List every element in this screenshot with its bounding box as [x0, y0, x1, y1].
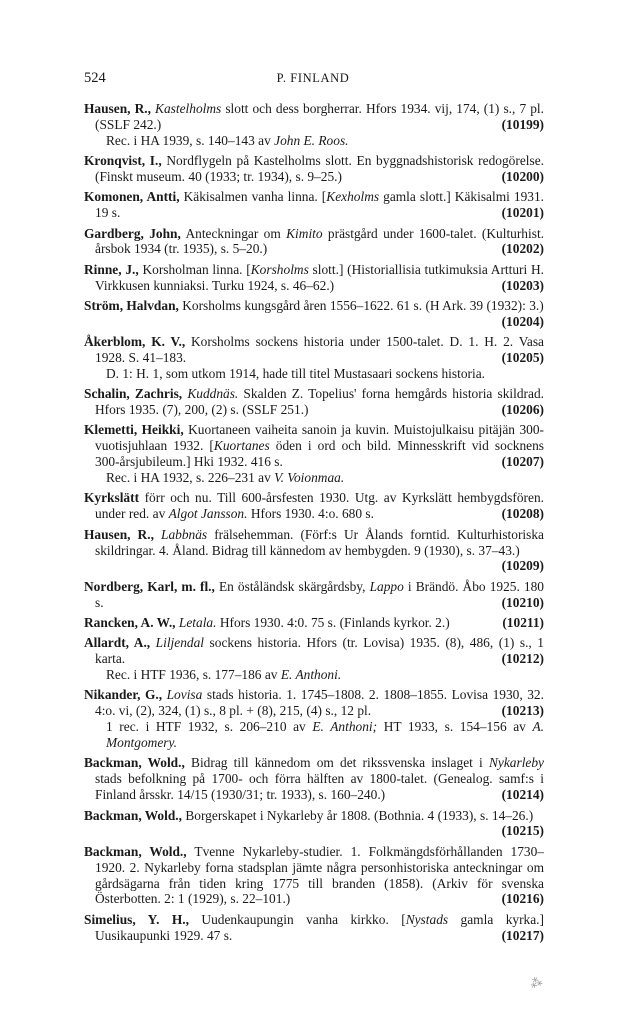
note-text: Rec. i HA 1939, s. 140–143 av: [106, 132, 275, 148]
entry-text: Korsholms kungsgård åren 1556–1622. 61 s. (H Ark. 39 (1932): 3.): [178, 297, 544, 313]
entry-author: Rancken, A. W.,: [84, 614, 176, 630]
bibliography-entry: [84, 262, 544, 294]
entry-text: Tvenne Nykarleby-studier. 1. Folkmängdsförhållanden 1730–1920. 2. Nykarleby forna stadsplan jämte några personhistoriska anteckningar om gårdsägarna från tiden kring 1775 till branden (1858). (Arkiv för svenska Österbotten. 2: 1 (1929), s. 22–101.): [95, 843, 544, 907]
entry-number: (10201): [501, 205, 544, 221]
entry-author: Simelius, Y. H.,: [84, 911, 189, 927]
bibliography-entry: [84, 153, 544, 185]
note-text: HT 1933, s. 154–156 av: [377, 719, 533, 735]
entry-note: [95, 133, 544, 149]
note-reviewer: E. Anthoni;: [312, 719, 378, 735]
entry-author: Kyrkslätt: [84, 490, 140, 506]
entry-author: Hausen, R.,: [84, 526, 154, 542]
entry-italic: Liljendal: [155, 635, 205, 651]
entry-number: (10212): [501, 651, 544, 667]
entry-text: frälsehemman. (Förf:s Ur Ålands forntid. Kulturhistoriska skildringar. 4. Åland. Bidrag till kännedom av hembygden. 9 (1930), s. 37–43.): [95, 526, 544, 558]
entry-text: Käkisalmen vanha linna. [: [179, 189, 327, 205]
entry-text: stads historia. 1. 1745–1808. 2. 1808–1855. Lovisa 1930, 32. 4:o. vi, (2), 324, (1) s., 8 pl. + (8), 215, (4) s., 12 pl.: [95, 687, 544, 719]
entry-italic: Korsholms: [250, 261, 309, 277]
entry-text: Bidrag till kännedom om det rikssvenska inslaget i: [184, 755, 489, 771]
entry-author: Kronqvist, I.,: [84, 153, 162, 169]
entry-note: [95, 719, 544, 751]
page-number: 524: [84, 70, 106, 86]
entry-note: [95, 667, 544, 683]
entry-number: (10205): [501, 350, 544, 366]
bibliography-entry: [84, 687, 544, 751]
entry-italic: Kastelholms: [155, 101, 222, 116]
entry-text: Uudenkaupungin vanha kirkko. [: [188, 911, 406, 927]
entry-italic: Nystads: [405, 911, 449, 927]
bibliography-entry: [84, 527, 544, 575]
entry-author: Klemetti, Heikki,: [84, 422, 184, 438]
entry-number: (10214): [501, 787, 544, 803]
entry-italic: Nykarleby: [488, 755, 544, 771]
bibliography-entry: [84, 579, 544, 611]
entry-number: (10200): [501, 169, 544, 185]
entry-text: gamla kyrka.] Uusikaupunki 1929. 47 s.: [95, 911, 544, 943]
entry-number: (10215): [501, 823, 544, 839]
entry-author: Backman, Wold.,: [84, 755, 185, 771]
entry-italic: Kuddnäs.: [187, 386, 239, 402]
note-reviewer: A. Montgomery.: [106, 719, 545, 751]
entry-number: (10199): [501, 116, 544, 132]
bibliography-entry: [84, 386, 544, 418]
entry-text: En öståländsk skärgårdsby,: [214, 578, 370, 594]
entry-author: Backman, Wold.,: [84, 843, 187, 859]
entry-italic: Letala.: [178, 614, 217, 630]
entry-text: öden i ord och bild. Minnesskrift vid socknens 300-årsjubileum.] Hki 1932. 416 s.: [95, 438, 544, 470]
entry-text: Nordflygeln på Kastelholms slott. En byggnadshistorisk redogörelse. (Finskt museum. 40 (1933; tr. 1934), s. 9–25.): [95, 153, 544, 185]
bibliography-entry: [84, 635, 544, 683]
entry-number: (10208): [501, 506, 544, 522]
entry-number: (10203): [501, 277, 544, 293]
entry-author: Hausen, R.,: [84, 101, 151, 116]
bibliography-entry: [84, 101, 544, 149]
bibliography-entry: [84, 334, 544, 382]
entry-text: sockens historia. Hfors (tr. Lovisa) 1935. (8), 486, (1) s., 1 karta.: [95, 635, 544, 667]
entry-italic: Kuortanes: [213, 438, 270, 454]
entry-italic: Kimito: [286, 225, 323, 241]
entry-text: [154, 527, 161, 542]
entry-italic: Lappo: [369, 578, 404, 594]
bibliography-entry: [84, 298, 544, 330]
entry-author: Åkerblom, K. V.,: [84, 334, 186, 350]
entry-author: Allardt, A.,: [84, 635, 151, 651]
bibliography-entry: [84, 844, 544, 908]
entry-text: Korsholms sockens historia under 1500-talet. D. 1. H. 2. Vasa 1928. S. 41–183.: [95, 334, 544, 366]
entry-text: förr och nu. Till 600-årsfesten 1930. Utg. av Kyrkslätt hembygdsfören. under red. av: [95, 490, 544, 522]
entry-author: Rinne, J.,: [84, 261, 139, 277]
note-text: Rec. i HA 1932, s. 226–231 av: [106, 470, 275, 486]
entry-number: (10216): [501, 891, 544, 907]
entry-text: Skalden Z. Topelius' forna hemgårds historia skildrad. Hfors 1935. (7), 200, (2) s. (SSLF 251.): [95, 386, 544, 418]
bibliography-entry: [84, 226, 544, 258]
bibliography-entry: [84, 490, 544, 522]
entry-text: Kuortaneen vaiheita sanoin ja kuvin. Muistojulkaisu pitäjän 300-vuotisjuhlaan 1932. [: [95, 422, 544, 454]
entry-text: Hfors 1930. 4:0. 75 s. (Finlands kyrkor. 2.): [216, 614, 450, 630]
bibliography-entry: [84, 422, 544, 486]
entry-author: Nikander, G.,: [84, 687, 163, 703]
note-reviewer: V. Voionmaa.: [274, 470, 345, 486]
entry-number: (10210): [501, 594, 544, 610]
entry-author: Komonen, Antti,: [84, 189, 180, 205]
entry-text: slott och dess borgherrar. Hfors 1934. vij, 174, (1) s., 7 pl. (SSLF 242.): [95, 101, 544, 132]
entry-note: D. 1: H. 1, som utkom 1914, hade till titel Mustasaari sockens historia.: [106, 365, 485, 381]
entry-text: prästgård under 1600-talet. (Kulturhist. årsbok 1934 (tr. 1935), s. 5–20.): [95, 225, 545, 257]
entry-number: (10213): [501, 703, 544, 719]
entry-note: [95, 470, 544, 486]
note-reviewer: John E. Roos.: [274, 132, 349, 148]
entry-italic: Lovisa: [166, 687, 203, 703]
page-header: [84, 70, 542, 88]
entry-text: Anteckningar om: [180, 225, 287, 241]
running-head: P. FINLAND: [276, 71, 350, 85]
entry-author: Backman, Wold.,: [84, 807, 182, 823]
bibliography-entry: [84, 615, 544, 631]
bibliography-entry: [84, 189, 544, 221]
entry-author: Ström, Halvdan,: [84, 297, 179, 313]
note-text: Rec. i HTF 1936, s. 177–186 av: [106, 667, 281, 683]
entry-number: (10211): [502, 614, 544, 630]
entry-text: Hfors 1930. 4:o. 680 s.: [247, 506, 374, 522]
entry-italic: Labbnäs: [161, 526, 208, 542]
entry-author: Schalin, Zachris,: [84, 386, 183, 402]
entry-text: gamla slott.] Käkisalmi 1931. 19 s.: [95, 189, 545, 221]
entry-text: i Brändö. Åbo 1925. 180 s.: [95, 578, 544, 610]
ink-smudge-mark: ⁂: [528, 974, 545, 992]
bibliography-list: [84, 101, 544, 948]
note-reviewer: E. Anthoni.: [280, 667, 342, 683]
entry-number: (10209): [501, 558, 544, 574]
bibliography-entry: [84, 808, 544, 840]
entry-number: (10207): [501, 454, 544, 470]
entry-number: (10217): [501, 927, 544, 943]
entry-number: (10204): [501, 313, 544, 329]
bibliography-entry: [84, 912, 544, 944]
entry-text: stads befolkning på 1700- och förra hälften av 1800-talet. (Genealog. samf:s i Finland årsskr. 14/15 (1930/31; tr. 1933), s. 160–240.): [95, 771, 544, 803]
entry-text: slott.] (Historiallisia tutkimuksia Artturi H. Virkkusen kunniaksi. Turku 1924, s. 46–62.): [95, 261, 544, 293]
entry-number: (10206): [501, 402, 544, 418]
bibliography-entry: [84, 755, 544, 803]
note-text: 1 rec. i HTF 1932, s. 206–210 av: [106, 719, 313, 735]
entry-text: Korsholman linna. [: [138, 261, 251, 277]
entry-text: Borgerskapet i Nykarleby år 1808. (Bothnia. 4 (1933), s. 14–26.): [181, 807, 534, 823]
entry-italic: Kexholms: [326, 189, 380, 205]
entry-italic: Algot Jansson.: [168, 506, 248, 522]
entry-number: (10202): [501, 241, 544, 257]
entry-author: Nordberg, Karl, m. fl.,: [84, 578, 215, 594]
entry-author: Gardberg, John,: [84, 225, 181, 241]
